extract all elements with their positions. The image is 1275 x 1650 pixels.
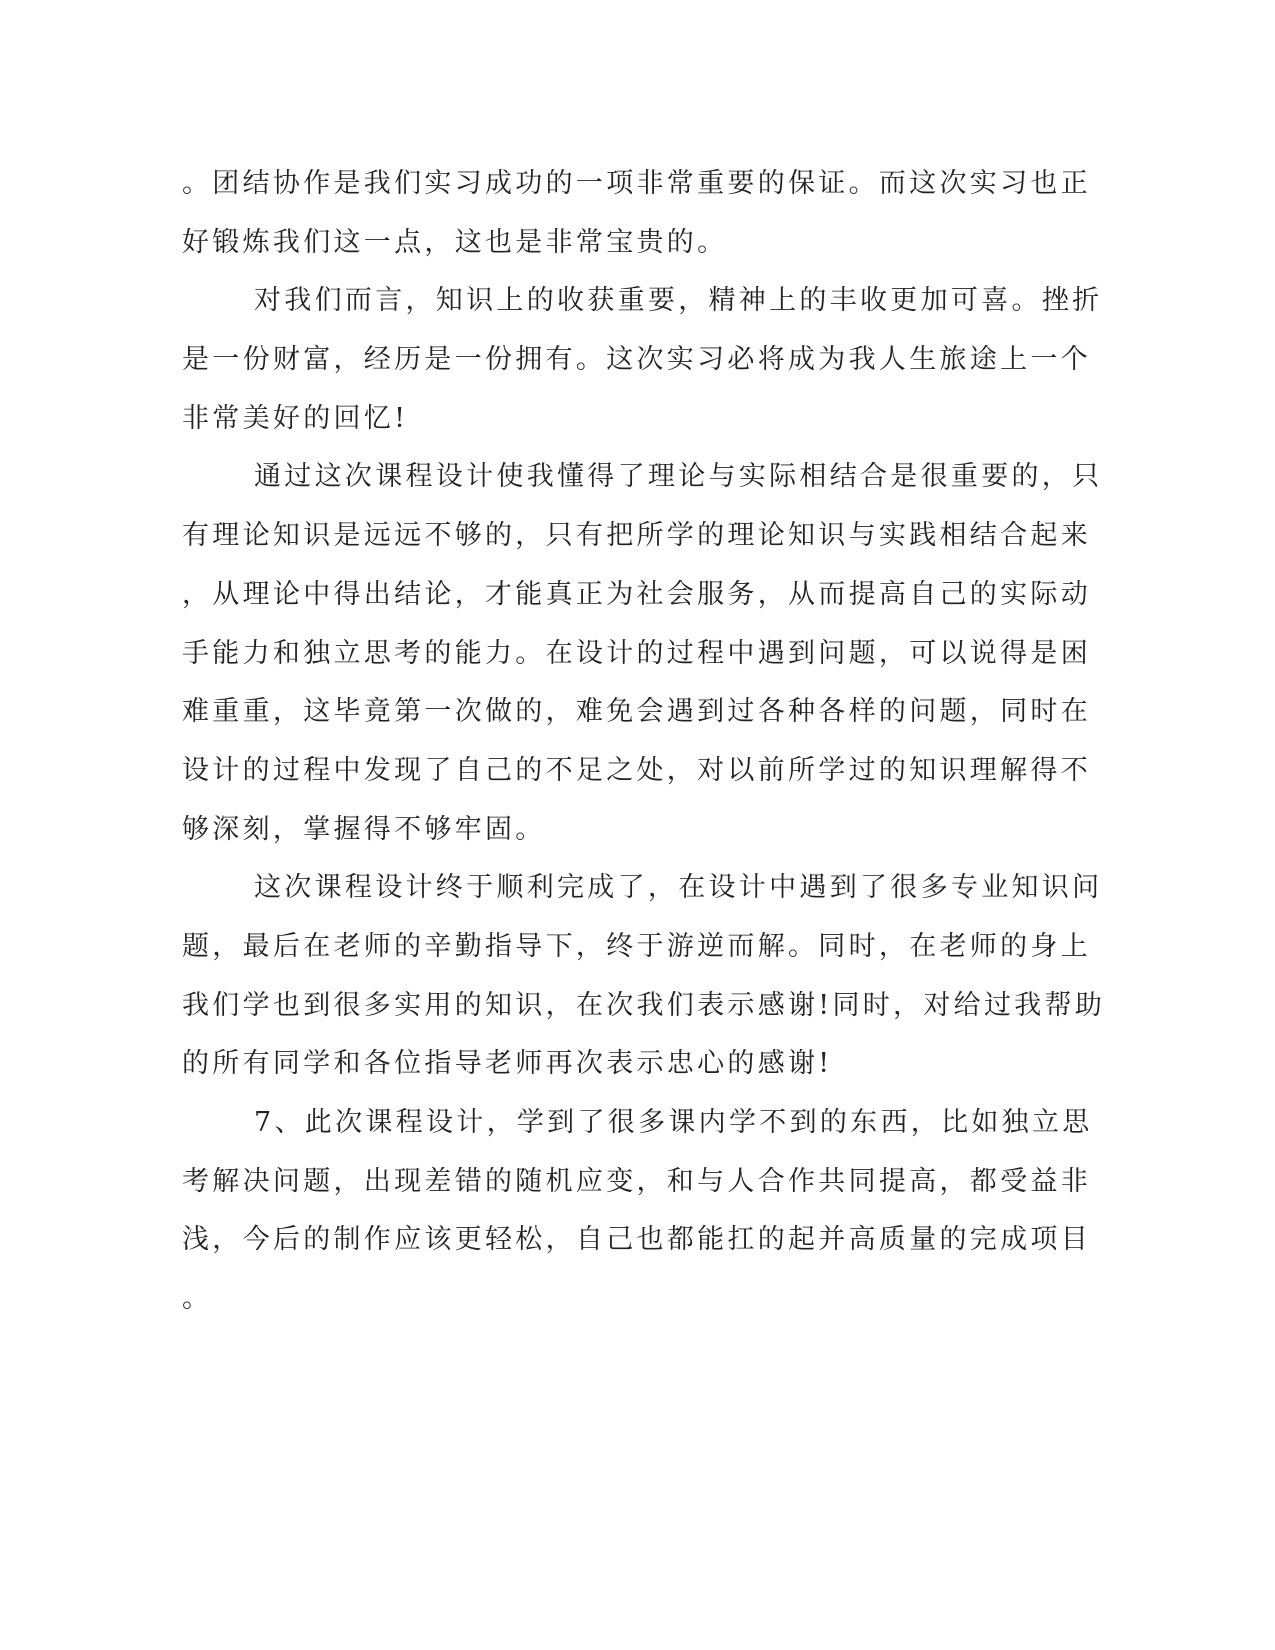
text-line: ，从理论中得出结论，才能真正为社会服务，从而提高自己的实际动 — [182, 578, 1091, 610]
document-body — [182, 155, 1106, 1329]
text-line: 题，最后在老师的辛勤指导下，终于游逆而解。同时，在老师的身上 — [182, 930, 1091, 962]
text-line: 是一份财富，经历是一份拥有。这次实习必将成为我人生旅途上一个 — [182, 344, 1091, 376]
text-line: 设计的过程中发现了自己的不足之处，对以前所学过的知识理解得不 — [182, 754, 1091, 786]
text-line: 有理论知识是远远不够的，只有把所学的理论知识与实践相结合起来 — [182, 520, 1091, 552]
text-line: 。 — [182, 1283, 213, 1315]
text-line: 的所有同学和各位指导老师再次表示忠心的感谢! — [182, 1048, 833, 1080]
text-line: 我们学也到很多实用的知识，在次我们表示感谢!同时，对给过我帮助 — [182, 989, 1106, 1021]
text-line: 够深刻，掌握得不够牢固。 — [182, 813, 546, 845]
text-line: 。团结协作是我们实习成功的一项非常重要的保证。而这次实习也正 — [182, 168, 1091, 199]
text-line: 难重重，这毕竟第一次做的，难免会遇到过各种各样的问题，同时在 — [182, 696, 1091, 728]
text-line: 手能力和独立思考的能力。在设计的过程中遇到问题，可以说得是困 — [182, 637, 1091, 669]
paragraph-first-line: 7、此次课程设计，学到了很多课内学不到的东西，比如独立思 — [254, 1107, 1093, 1138]
text-line: 考解决问题，出现差错的随机应变，和与人合作共同提高，都受益非 — [182, 1165, 1091, 1197]
paragraph-first-line: 这次课程设计终于顺利完成了，在设计中遇到了很多专业知识问 — [254, 872, 1103, 904]
paragraph-first-line: 通过这次课程设计使我懂得了理论与实际相结合是很重要的，只 — [254, 461, 1103, 493]
paragraph-first-line: 对我们而言，知识上的收获重要，精神上的丰收更加可喜。挫折 — [254, 285, 1103, 317]
text-line: 非常美好的回忆! — [182, 402, 409, 434]
text-line: 浅，今后的制作应该更轻松，自己也都能扛的起并高质量的完成项目 — [182, 1224, 1091, 1256]
text-line: 好锻炼我们这一点，这也是非常宝贵的。 — [182, 226, 728, 258]
